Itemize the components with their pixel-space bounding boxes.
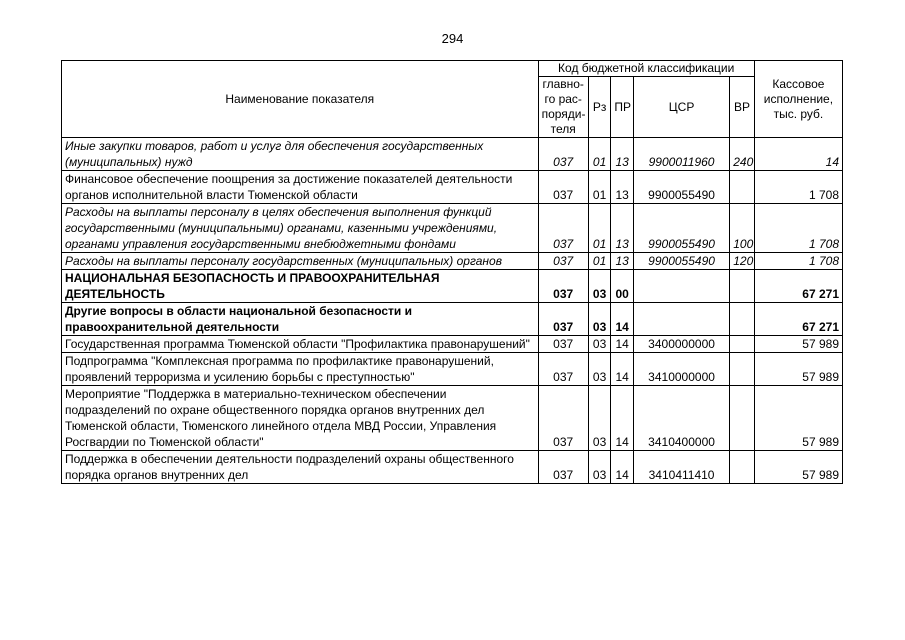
row-amount: 1 708 [754, 253, 842, 270]
row-csr: 9900055490 [633, 171, 729, 204]
row-vr [730, 386, 755, 451]
table-row [62, 204, 843, 253]
row-glavn: 037 [538, 253, 588, 270]
row-amount: 57 989 [754, 451, 842, 484]
row-glavn: 037 [538, 451, 588, 484]
row-rz: 01 [588, 138, 611, 171]
row-name: Мероприятие "Поддержка в материально-техническом обеспечении подразделений по охране общественного порядка органов внутренних дел Тюменской области, Тюменского линейного отдела МВД России, Управления Росгвардии по Тюменской области" [62, 386, 539, 451]
row-name: Поддержка в обеспечении деятельности подразделений охраны общественного порядка органов внутренних дел [62, 451, 539, 484]
row-pr: 14 [611, 451, 634, 484]
header-glavn: главно-го рас-поряди-теля [538, 77, 588, 138]
row-rz: 03 [588, 451, 611, 484]
row-glavn: 037 [538, 353, 588, 386]
row-rz: 03 [588, 353, 611, 386]
row-rz: 03 [588, 303, 611, 336]
header-pr: ПР [611, 77, 634, 138]
row-csr: 9900055490 [633, 204, 729, 253]
row-amount: 67 271 [754, 303, 842, 336]
row-pr: 13 [611, 171, 634, 204]
row-pr: 14 [611, 303, 634, 336]
table-row [62, 451, 843, 484]
row-amount: 1 708 [754, 171, 842, 204]
row-glavn: 037 [538, 336, 588, 353]
row-name: Государственная программа Тюменской области "Профилактика правонарушений" [62, 336, 539, 353]
row-name: Иные закупки товаров, работ и услуг для обеспечения государственных (муниципальных) нужд [62, 138, 539, 171]
row-vr: 240 [730, 138, 755, 171]
row-name: НАЦИОНАЛЬНАЯ БЕЗОПАСНОСТЬ И ПРАВООХРАНИТЕЛЬНАЯ ДЕЯТЕЛЬНОСТЬ [62, 270, 539, 303]
row-csr: 9900011960 [633, 138, 729, 171]
row-csr [633, 270, 729, 303]
table-row [62, 386, 843, 451]
row-glavn: 037 [538, 138, 588, 171]
row-amount: 67 271 [754, 270, 842, 303]
row-glavn: 037 [538, 386, 588, 451]
row-vr [730, 303, 755, 336]
row-pr: 13 [611, 138, 634, 171]
header-code-group: Код бюджетной классификации [538, 61, 754, 77]
table-row [62, 303, 843, 336]
row-pr: 14 [611, 353, 634, 386]
row-amount: 57 989 [754, 336, 842, 353]
row-name: Финансовое обеспечение поощрения за достижение показателей деятельности органов исполнительной власти Тюменской области [62, 171, 539, 204]
row-vr [730, 270, 755, 303]
row-rz: 01 [588, 171, 611, 204]
row-rz: 03 [588, 270, 611, 303]
row-pr: 14 [611, 336, 634, 353]
table-row [62, 336, 843, 353]
table-row [62, 270, 843, 303]
row-csr: 3400000000 [633, 336, 729, 353]
row-name: Расходы на выплаты персоналу в целях обеспечения выполнения функций государственными (муниципальными) органами, казенными учреждениями, органами управления государственными внебюджетными фондами [62, 204, 539, 253]
row-name: Подпрограмма "Комплексная программа по профилактике правонарушений, проявлений терроризма и усилению борьбы с преступностью" [62, 353, 539, 386]
header-name: Наименование показателя [62, 61, 539, 138]
row-vr: 100 [730, 204, 755, 253]
row-rz: 01 [588, 204, 611, 253]
header-vr: ВР [730, 77, 755, 138]
header-amount: Кассовое исполнение, тыс. руб. [754, 61, 842, 138]
row-amount: 57 989 [754, 353, 842, 386]
row-glavn: 037 [538, 204, 588, 253]
row-amount: 1 708 [754, 204, 842, 253]
row-csr [633, 303, 729, 336]
row-pr: 13 [611, 204, 634, 253]
row-vr [730, 336, 755, 353]
row-csr: 3410400000 [633, 386, 729, 451]
row-name: Другие вопросы в области национальной безопасности и правоохранительной деятельности [62, 303, 539, 336]
row-name: Расходы на выплаты персоналу государственных (муниципальных) органов [62, 253, 539, 270]
row-pr: 00 [611, 270, 634, 303]
row-rz: 01 [588, 253, 611, 270]
header-rz: Рз [588, 77, 611, 138]
row-glavn: 037 [538, 303, 588, 336]
row-csr: 3410000000 [633, 353, 729, 386]
row-csr: 9900055490 [633, 253, 729, 270]
row-amount: 14 [754, 138, 842, 171]
header-csr: ЦСР [633, 77, 729, 138]
row-vr [730, 451, 755, 484]
row-rz: 03 [588, 336, 611, 353]
table-row [62, 253, 843, 270]
row-rz: 03 [588, 386, 611, 451]
row-glavn: 037 [538, 270, 588, 303]
table-row [62, 353, 843, 386]
row-amount: 57 989 [754, 386, 842, 451]
row-pr: 14 [611, 386, 634, 451]
row-vr [730, 353, 755, 386]
row-vr: 120 [730, 253, 755, 270]
table-row [62, 171, 843, 204]
row-glavn: 037 [538, 171, 588, 204]
row-csr: 3410411410 [633, 451, 729, 484]
row-pr: 13 [611, 253, 634, 270]
budget-table [61, 60, 843, 484]
table-row [62, 138, 843, 171]
page-number: 294 [441, 31, 464, 46]
row-vr [730, 171, 755, 204]
